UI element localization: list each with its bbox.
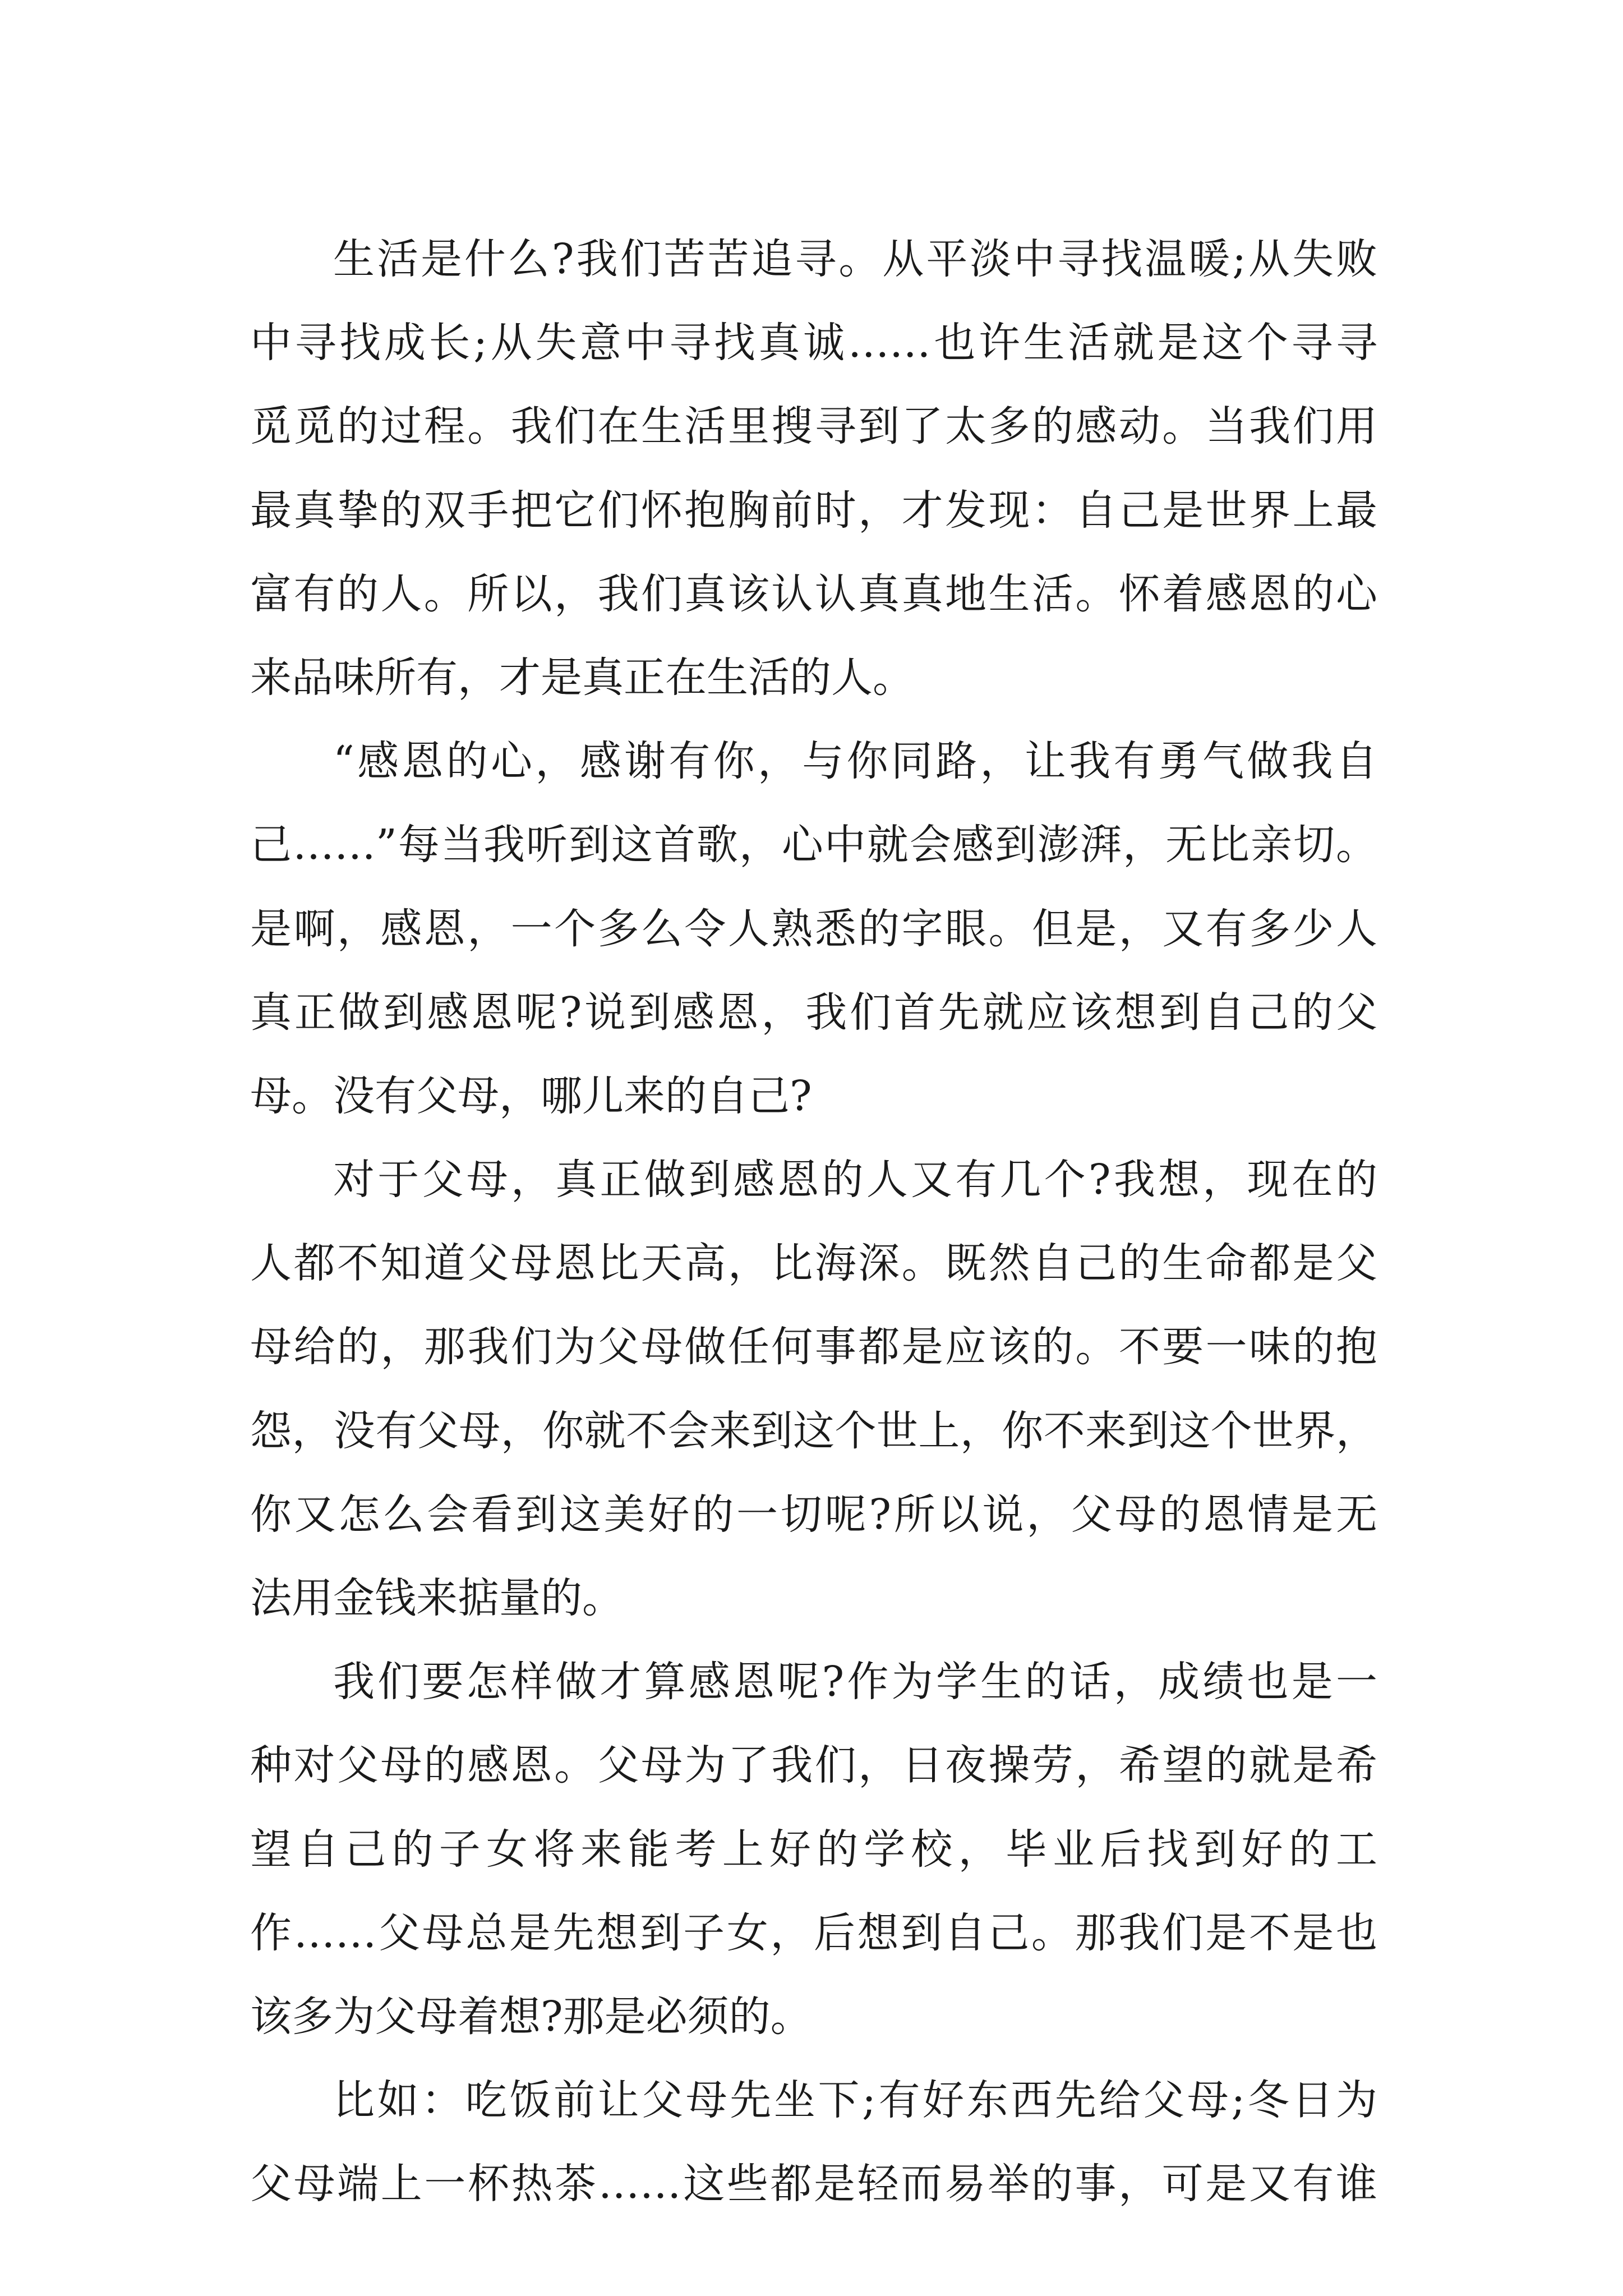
document-body bbox=[250, 218, 1377, 2226]
paragraph bbox=[250, 218, 1377, 720]
paragraph-line: 你又怎么会看到这美好的一切呢?所以说，父母的恩情是无 bbox=[250, 1490, 1377, 1539]
paragraph-line: 法用金钱来掂量的。 bbox=[250, 1574, 624, 1622]
paragraph-line: 比如：吃饭前让父母先坐下;有好东西先给父母;冬日为 bbox=[333, 2076, 1377, 2125]
paragraph-line: 种对父母的感恩。父母为了我们，日夜操劳，希望的就是希 bbox=[250, 1741, 1377, 1790]
paragraph-line: 人都不知道父母恩比天高，比海深。既然自己的生命都是父 bbox=[250, 1239, 1377, 1288]
paragraph-line: 来品味所有，才是真正在生活的人。 bbox=[250, 653, 914, 702]
paragraph bbox=[250, 1138, 1377, 1640]
paragraph-line: 生活是什么?我们苦苦追寻。从平淡中寻找温暖;从失败 bbox=[333, 235, 1377, 283]
paragraph-line: 望自己的子女将来能考上好的学校，毕业后找到好的工 bbox=[250, 1825, 1377, 1874]
paragraph-line: 我们要怎样做才算感恩呢?作为学生的话，成绩也是一 bbox=[333, 1658, 1377, 1706]
paragraph-line: 母给的，那我们为父母做任何事都是应该的。不要一味的抱 bbox=[250, 1323, 1377, 1372]
paragraph-line: 母。没有父母，哪儿来的自己? bbox=[250, 1071, 812, 1120]
paragraph-line: 作……父母总是先想到子女，后想到自己。那我们是不是也 bbox=[250, 1908, 1377, 1957]
paragraph-line: 中寻找成长;从失意中寻找真诚……也许生活就是这个寻寻 bbox=[250, 319, 1377, 367]
paragraph-line: 富有的人。所以，我们真该认认真真地生活。怀着感恩的心 bbox=[250, 569, 1377, 618]
paragraph-line: 己……”每当我听到这首歌，心中就会感到澎湃，无比亲切。 bbox=[250, 821, 1377, 869]
paragraph-line: 父母端上一杯热茶……这些都是轻而易举的事，可是又有谁 bbox=[250, 2160, 1377, 2208]
paragraph bbox=[250, 2059, 1377, 2226]
paragraph bbox=[250, 720, 1377, 1138]
paragraph-line: 真正做到感恩呢?说到感恩，我们首先就应该想到自己的父 bbox=[250, 988, 1377, 1037]
paragraph-line: 是啊，感恩，一个多么令人熟悉的字眼。但是，又有多少人 bbox=[250, 904, 1377, 953]
paragraph-line: “感恩的心，感谢有你，与你同路，让我有勇气做我自 bbox=[333, 737, 1377, 786]
paragraph-line: 觅觅的过程。我们在生活里搜寻到了太多的感动。当我们用 bbox=[250, 402, 1377, 451]
paragraph-line: 怨，没有父母，你就不会来到这个世上，你不来到这个世界， bbox=[250, 1406, 1377, 1455]
paragraph-line: 对于父母，真正做到感恩的人又有几个?我想，现在的 bbox=[333, 1156, 1377, 1204]
paragraph-line: 最真挚的双手把它们怀抱胸前时，才发现：自己是世界上最 bbox=[250, 486, 1377, 535]
paragraph-line: 该多为父母着想?那是必须的。 bbox=[250, 1992, 812, 2041]
paragraph bbox=[250, 1640, 1377, 2059]
